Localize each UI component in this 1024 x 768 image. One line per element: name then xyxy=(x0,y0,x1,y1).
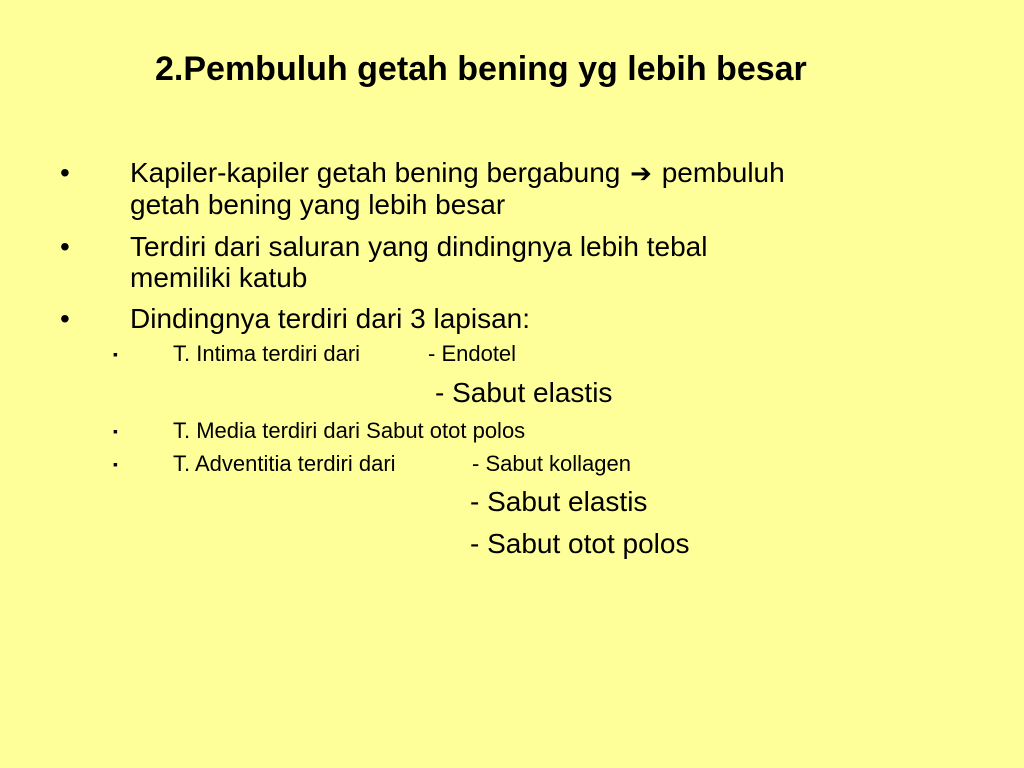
bullet-text-continuation: getah bening yang lebih besar xyxy=(130,189,506,220)
sub-bullet-label: T. Intima terdiri dari xyxy=(173,341,361,366)
bullet-text-segment: Kapiler-kapiler getah bening bergabung xyxy=(130,157,621,188)
bullet-text xyxy=(130,157,785,190)
bullet-text: Terdiri dari saluran yang dindingnya lebih tebal xyxy=(130,231,708,262)
arrow-right-icon: ➔ xyxy=(630,159,652,189)
bullet-text-continuation: memiliki katub xyxy=(130,262,308,293)
sub-bullet-marker: ▪ xyxy=(113,346,118,362)
slide-title: 2.Pembuluh getah bening yg lebih besar xyxy=(155,50,807,88)
sub-bullet-label: T. Media terdiri dari Sabut otot polos xyxy=(173,418,526,443)
bullet-marker: • xyxy=(60,157,70,188)
sub-bullet-item: - Sabut kollagen xyxy=(472,451,631,476)
sub-bullet-marker: ▪ xyxy=(113,456,118,472)
sub-bullet-item-continuation: - Sabut otot polos xyxy=(470,528,690,559)
bullet-marker: • xyxy=(60,231,70,262)
sub-bullet-marker: ▪ xyxy=(113,423,118,439)
sub-bullet-item-continuation: - Sabut elastis xyxy=(470,486,648,517)
bullet-marker: • xyxy=(60,303,70,334)
sub-bullet-label: T. Adventitia terdiri dari xyxy=(173,451,396,476)
sub-bullet-item-continuation: - Sabut elastis xyxy=(435,377,613,408)
bullet-text: Dindingnya terdiri dari 3 lapisan: xyxy=(130,303,530,334)
sub-bullet-item: - Endotel xyxy=(428,341,517,366)
bullet-text-segment: pembuluh xyxy=(661,157,785,188)
